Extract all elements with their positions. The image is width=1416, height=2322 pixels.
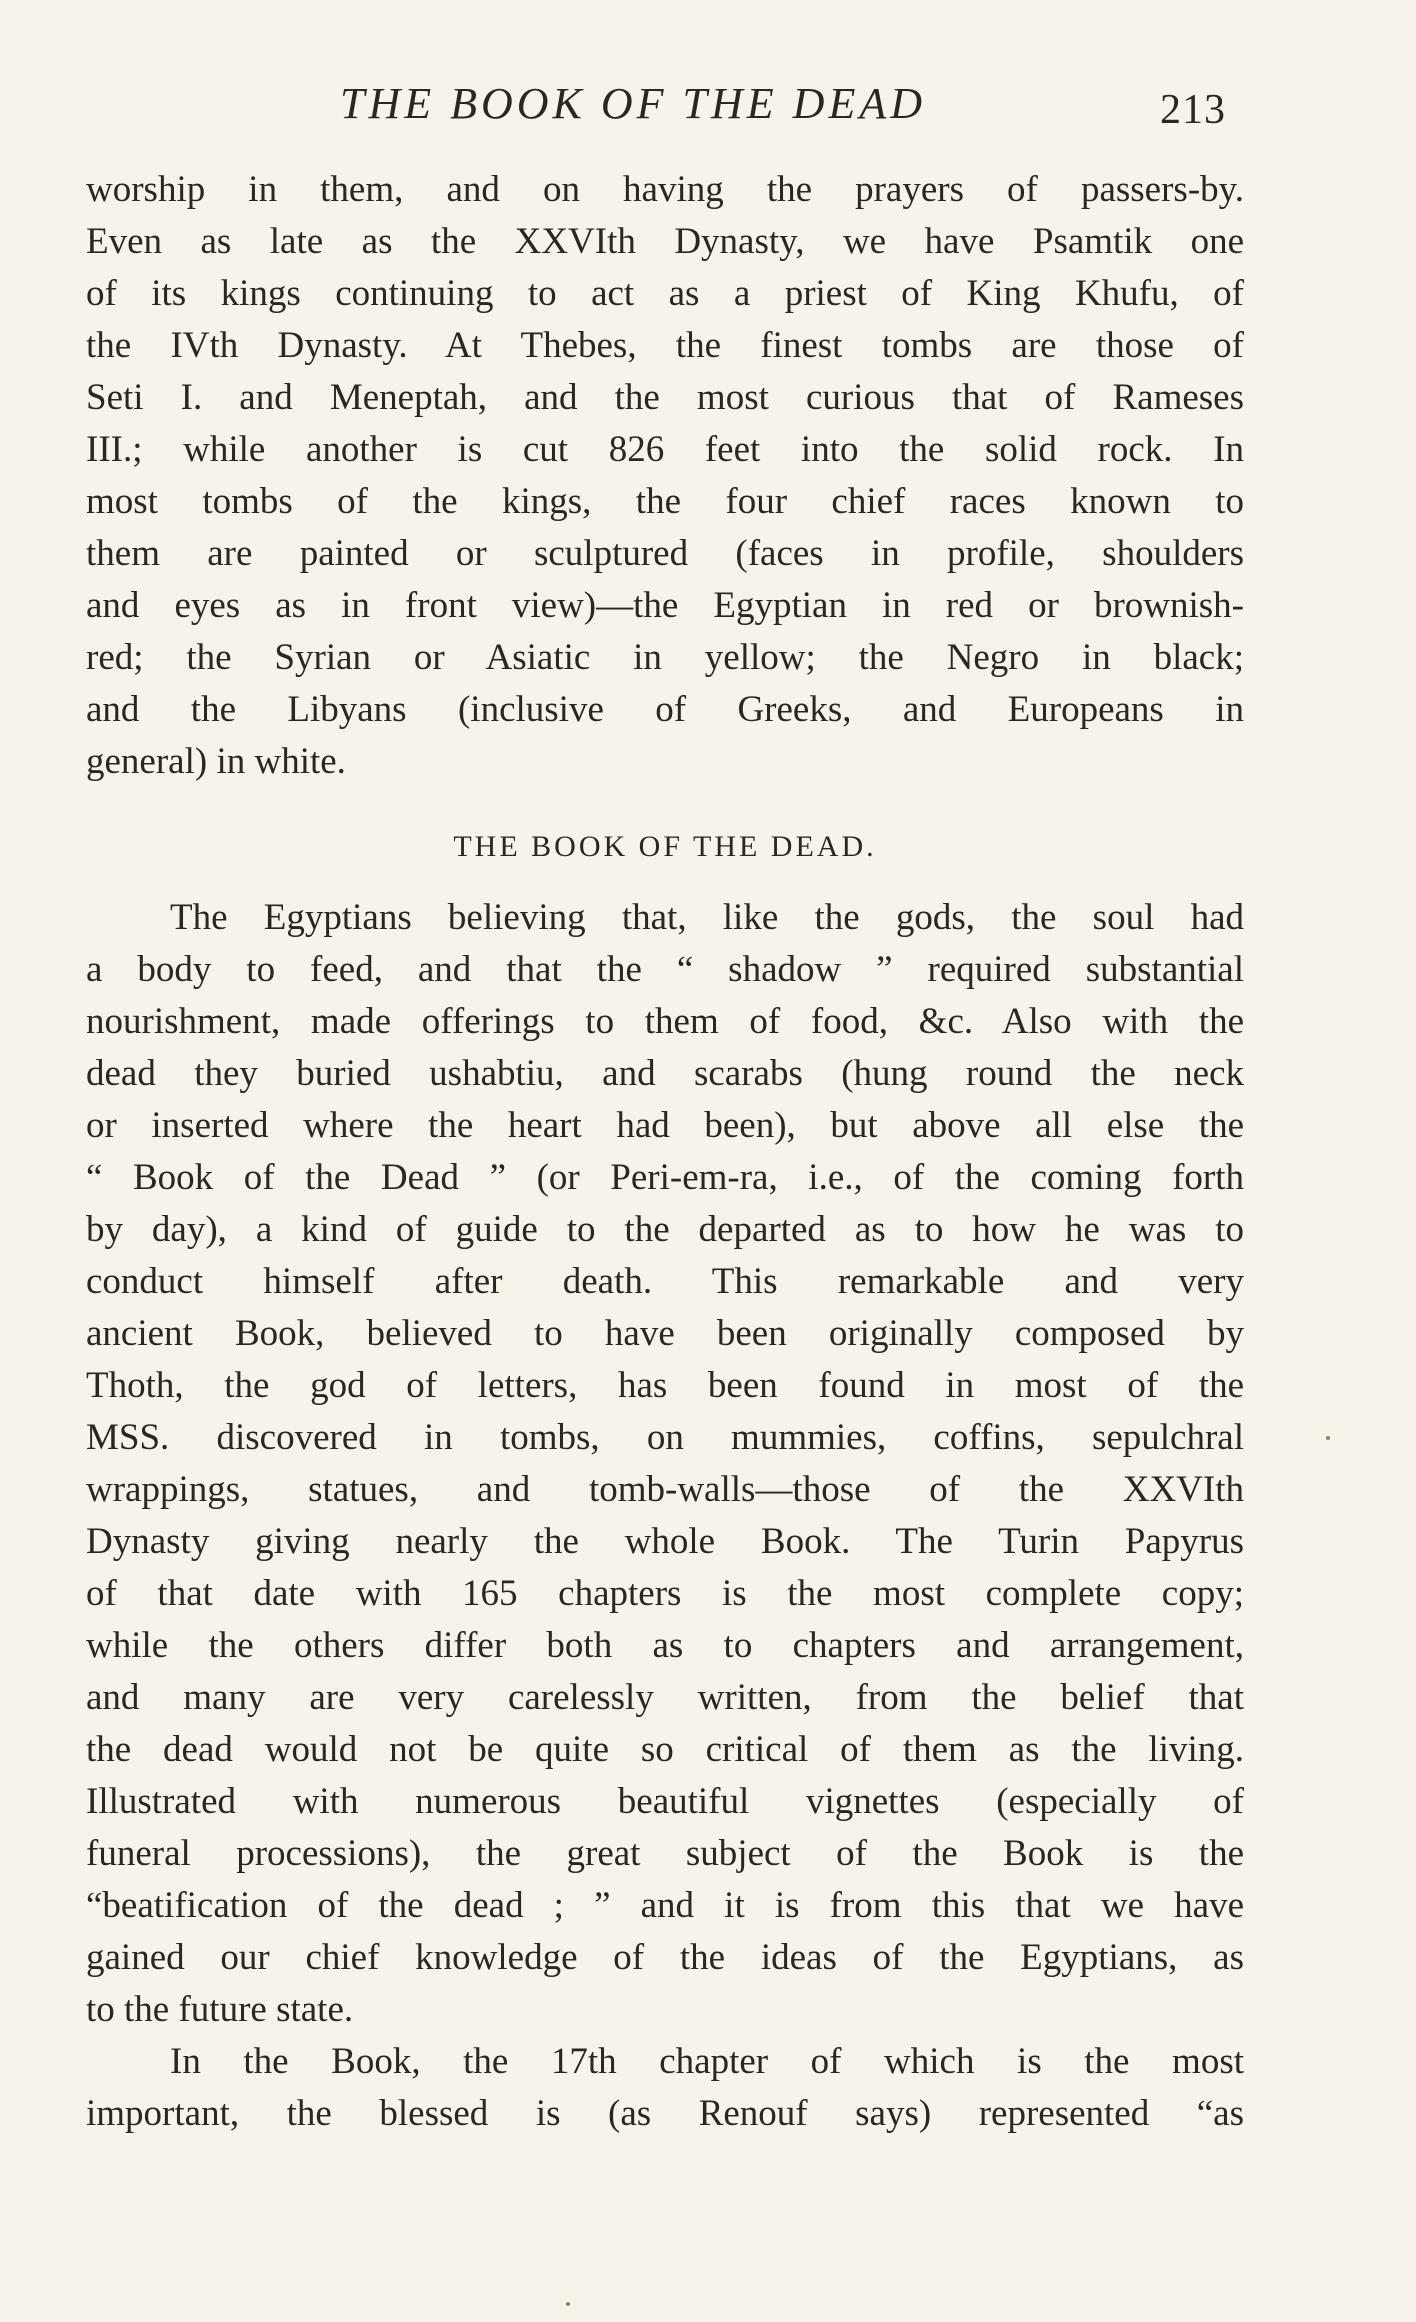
paper-speck <box>1326 1436 1330 1440</box>
text-line: the IVth Dynasty. At Thebes, the finest tombs are those of <box>86 325 1244 366</box>
text-line: red; the Syrian or Asiatic in yellow; the Negro in black; <box>86 637 1244 678</box>
text-line: of its kings continuing to act as a priest of King Khufu, of <box>86 273 1244 314</box>
running-head: THE BOOK OF THE DEAD <box>340 79 926 128</box>
text-line: nourishment, made offerings to them of food, &c. Also with the <box>86 1001 1244 1042</box>
text-line: and the Libyans (inclusive of Greeks, and Europeans in <box>86 689 1244 730</box>
text-line: gained our chief knowledge of the ideas of the Egyptians, as <box>86 1937 1244 1978</box>
text-line: conduct himself after death. This remarkable and very <box>86 1261 1244 1302</box>
paper-speck <box>566 2302 570 2306</box>
text-line: “ Book of the Dead ” (or Peri-em-ra, i.e., of the coming forth <box>86 1157 1244 1198</box>
text-line: “beatification of the dead ; ” and it is from this that we have <box>86 1885 1244 1926</box>
text-line: dead they buried ushabtiu, and scarabs (hung round the neck <box>86 1053 1244 1094</box>
text-line: and many are very carelessly written, from the belief that <box>86 1677 1244 1718</box>
text-line: Seti I. and Meneptah, and the most curious that of Rameses <box>86 377 1244 418</box>
text-line: Illustrated with numerous beautiful vignettes (especially of <box>86 1781 1244 1822</box>
text-line: In the Book, the 17th chapter of which is the most <box>170 2041 1244 2082</box>
text-line: general) in white. <box>86 741 346 782</box>
text-line: most tombs of the kings, the four chief races known to <box>86 481 1244 522</box>
text-line: the dead would not be quite so critical of them as the living. <box>86 1729 1244 1770</box>
section-heading: THE BOOK OF THE DEAD. <box>453 830 877 863</box>
text-line: by day), a kind of guide to the departed as to how he was to <box>86 1209 1244 1250</box>
page-number: 213 <box>1160 87 1226 133</box>
text-line: them are painted or sculptured (faces in profile, shoulders <box>86 533 1244 574</box>
text-line: while the others differ both as to chapters and arrangement, <box>86 1625 1244 1666</box>
text-line: funeral processions), the great subject of the Book is the <box>86 1833 1244 1874</box>
text-line: Thoth, the god of letters, has been found in most of the <box>86 1365 1244 1406</box>
text-line: MSS. discovered in tombs, on mummies, coffins, sepulchral <box>86 1417 1244 1458</box>
text-line: to the future state. <box>86 1989 354 2030</box>
text-line: or inserted where the heart had been), but above all else the <box>86 1105 1244 1146</box>
text-line: important, the blessed is (as Renouf says) represented “as <box>86 2093 1244 2134</box>
text-line: and eyes as in front view)—the Egyptian in red or brownish- <box>86 585 1244 626</box>
text-line: of that date with 165 chapters is the most complete copy; <box>86 1573 1244 1614</box>
text-line: ancient Book, believed to have been originally composed by <box>86 1313 1244 1354</box>
text-line: wrappings, statues, and tomb-walls—those of the XXVIth <box>86 1469 1244 1510</box>
text-line: III.; while another is cut 826 feet into the solid rock. In <box>86 429 1244 470</box>
text-line: Dynasty giving nearly the whole Book. The Turin Papyrus <box>86 1521 1244 1562</box>
text-line: Even as late as the XXVIth Dynasty, we have Psamtik one <box>86 221 1244 262</box>
text-line: worship in them, and on having the prayers of passers-by. <box>86 169 1244 210</box>
text-line: The Egyptians believing that, like the gods, the soul had <box>170 897 1244 938</box>
text-line: a body to feed, and that the “ shadow ” required substantial <box>86 949 1244 990</box>
